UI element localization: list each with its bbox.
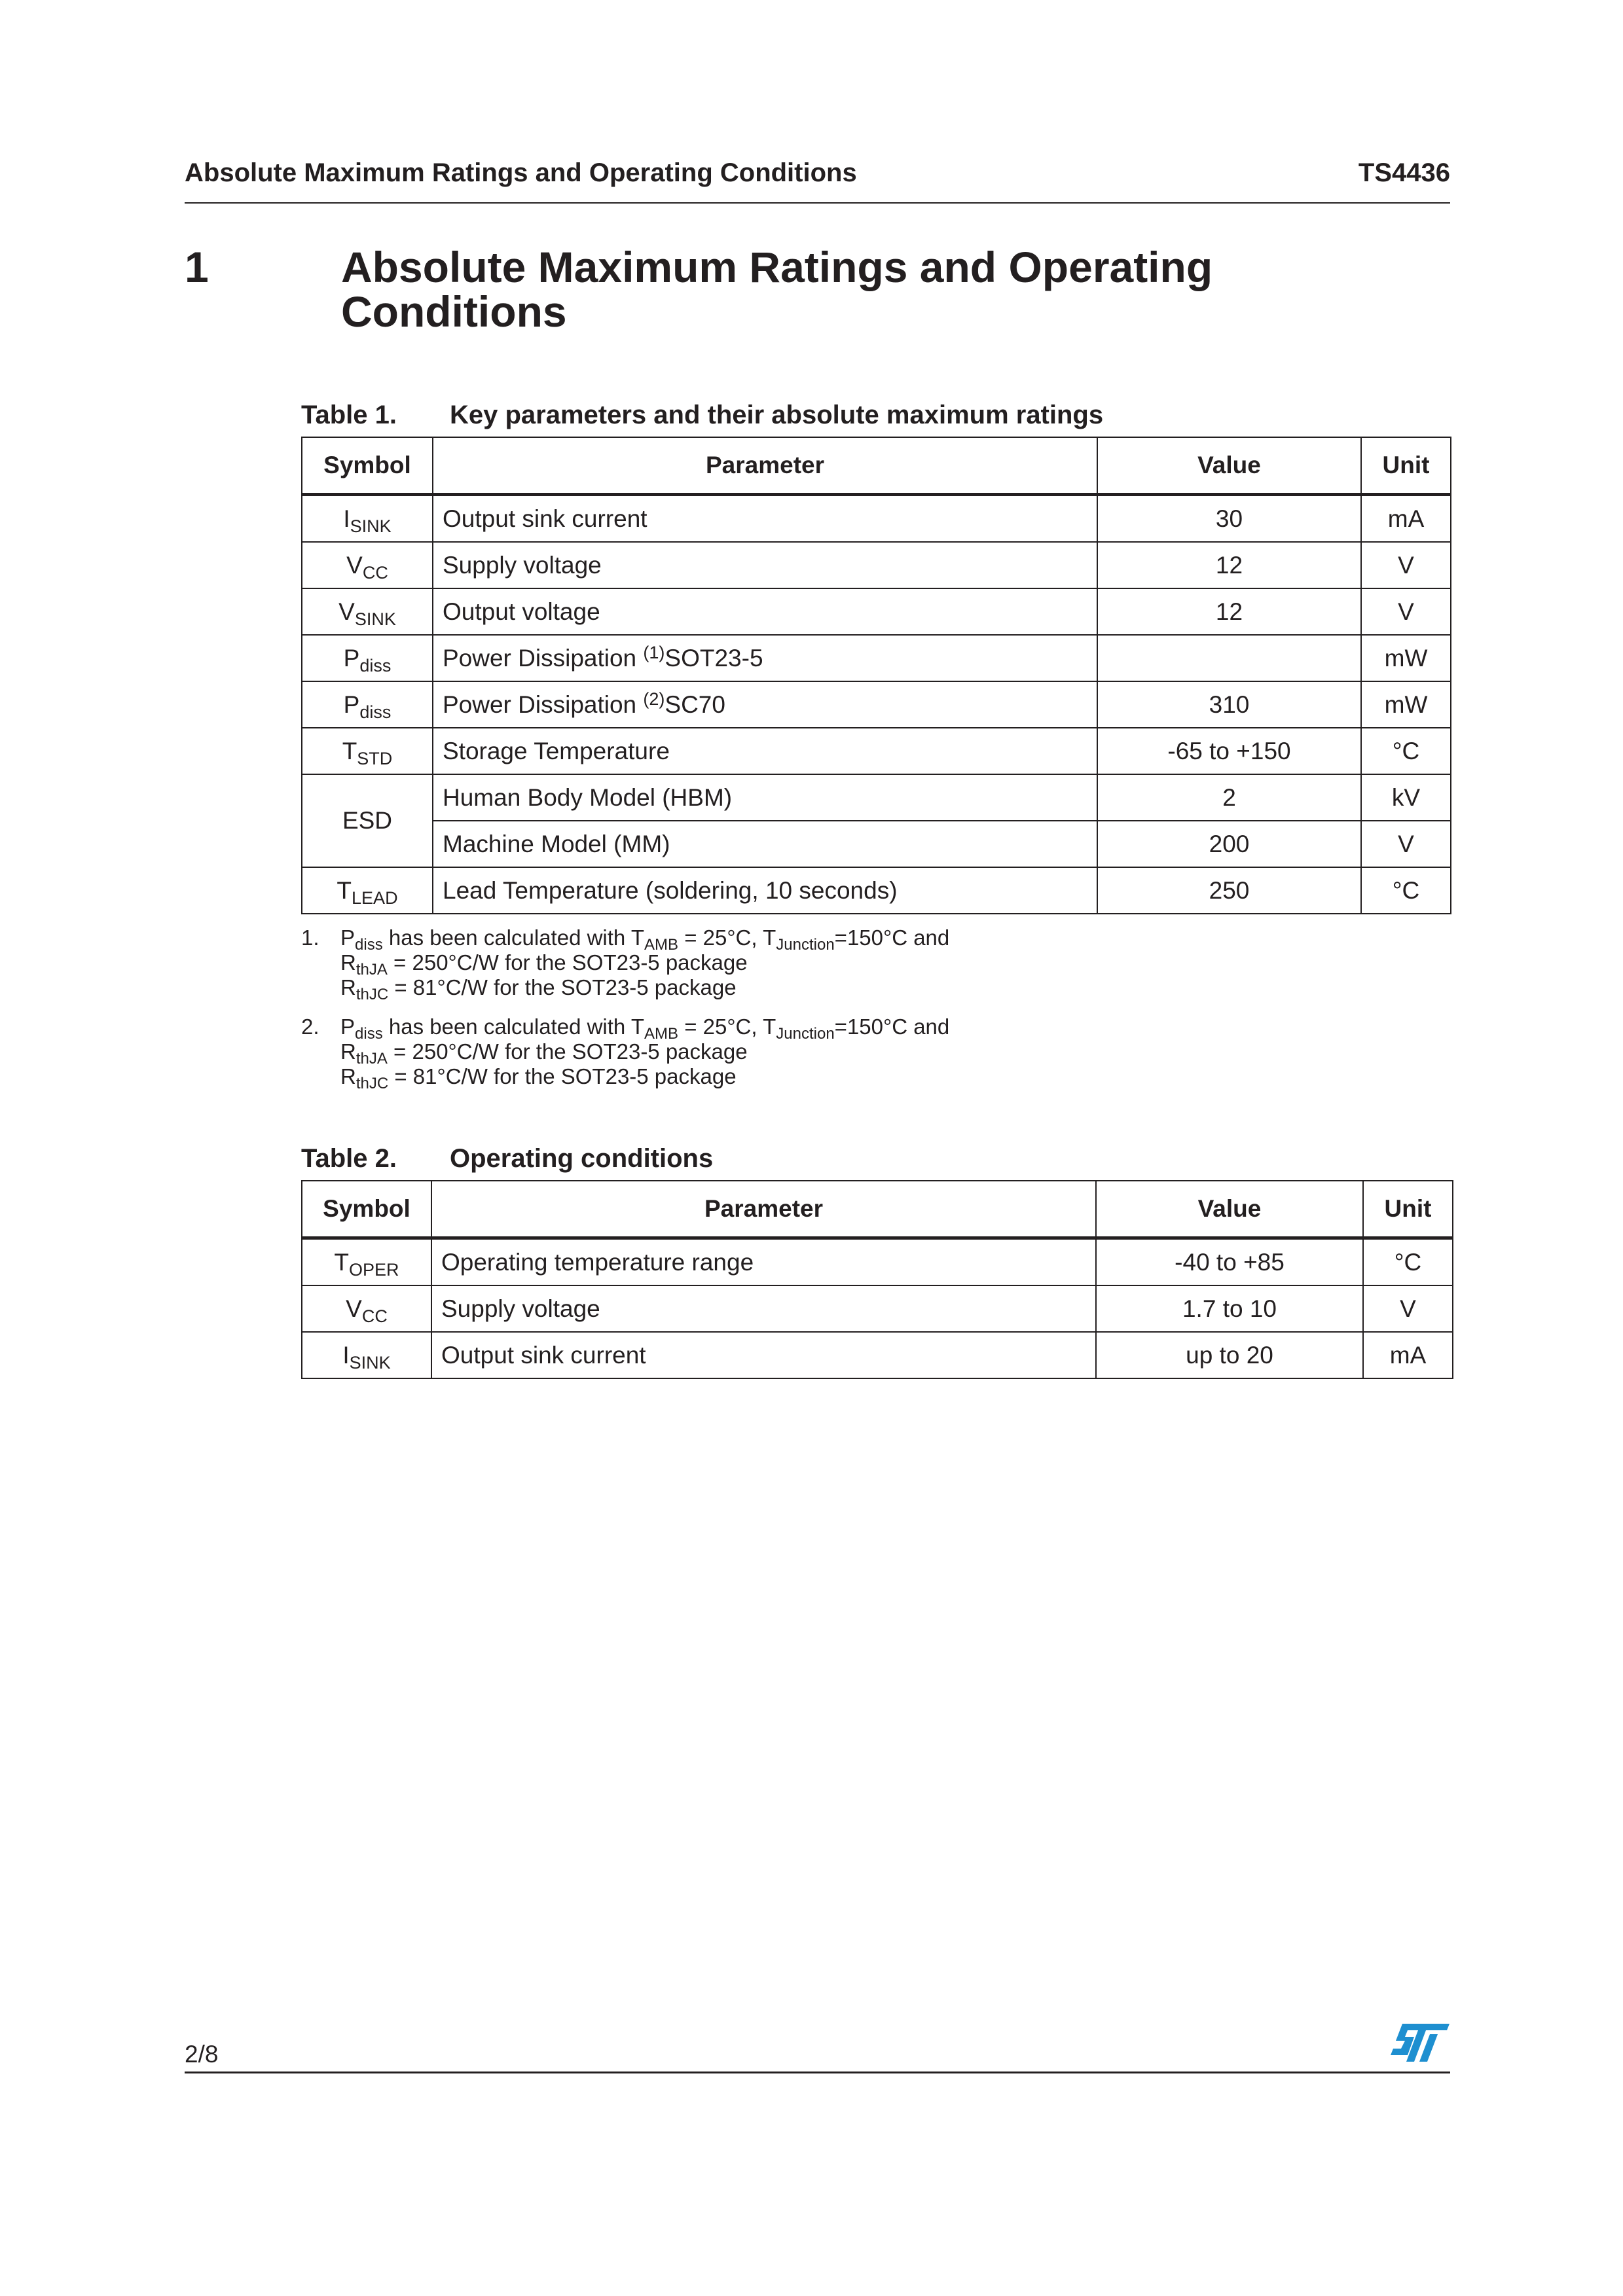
table2 [301,1180,1453,1379]
footnote-segment: thJC [356,986,389,1003]
parameter: Power Dissipation [443,691,644,718]
table-row [302,495,1451,543]
footer-rule [185,2072,1450,2073]
footnote-segment: Junction [776,1025,835,1043]
parameter-cell: Output sink current [431,1332,1096,1378]
symbol-subscript: diss [359,702,392,722]
value-cell: 30 [1097,495,1361,543]
parameter-cell: Supply voltage [431,1285,1096,1332]
unit-cell: °C [1361,728,1451,774]
footnote-line [340,975,1283,1003]
table-row [302,774,1451,821]
parameter-cell [433,681,1097,728]
symbol-cell [302,1332,431,1378]
value-cell: 12 [1097,542,1361,588]
footnote [301,925,1283,1003]
table-row [302,542,1451,588]
footnote-segment: =150°C and [834,925,950,950]
symbol-cell [302,774,433,867]
table1 [301,437,1451,914]
symbol-subscript: CC [362,562,388,583]
footnote-segment: AMB [644,936,679,954]
symbol: P [343,691,360,718]
parameter-cell [433,821,1097,867]
parameter: Lead Temperature (soldering, 10 seconds) [443,876,898,904]
footnote-segment: = 250°C/W for the SOT23-5 package [387,950,748,975]
symbol-cell [302,495,433,543]
value-cell: up to 20 [1096,1332,1363,1378]
symbol-subscript: SINK [354,609,396,629]
footnote-segment: AMB [644,1025,679,1043]
column-header: Unit [1363,1181,1453,1238]
symbol: I [342,1341,350,1369]
table-row [302,681,1451,728]
column-header: Symbol [302,1181,431,1238]
table-row [302,728,1451,774]
unit-cell: V [1361,588,1451,635]
footnote-segment: R [340,975,356,999]
value-cell: 12 [1097,588,1361,635]
symbol-cell [302,542,433,588]
table1-label: Table 1. [301,401,397,429]
parameter-cell [433,588,1097,635]
symbol: V [338,598,355,625]
column-header: Value [1096,1181,1363,1238]
column-header: Value [1097,437,1361,495]
symbol: T [334,1248,350,1276]
column-header: Symbol [302,437,433,495]
symbol: V [346,1295,362,1322]
unit-cell: mW [1361,635,1451,681]
symbol-subscript: LEAD [352,888,398,908]
column-header: Parameter [433,437,1097,495]
footnote-segment: P [340,1014,356,1039]
footnote [301,1014,1283,1092]
footnote-segment: R [340,1039,356,1064]
table2-label: Table 2. [301,1144,397,1173]
symbol-subscript: CC [361,1306,388,1326]
table-row [302,867,1451,914]
symbol: T [337,876,352,904]
value-cell [1097,635,1361,681]
value-cell: 310 [1097,681,1361,728]
footnote-segment: thJC [356,1075,389,1092]
section-title [341,245,1213,334]
unit-cell: kV [1361,774,1451,821]
symbol: I [343,505,350,532]
running-header-part: TS4436 [1358,158,1450,187]
footnote-segment: thJA [356,1050,388,1067]
unit-cell: °C [1361,867,1451,914]
running-header-section: Absolute Maximum Ratings and Operating Conditions [185,158,857,187]
footnote-number: 2. [301,1014,319,1039]
footnote-segment: =150°C and [834,1014,950,1039]
package: SOT23-5 [665,644,763,672]
unit-cell: V [1363,1285,1453,1332]
symbol: ESD [342,807,393,834]
table-row [302,1332,1453,1378]
st-logo [1388,2021,1451,2064]
parameter-cell [433,542,1097,588]
section-number: 1 [185,243,209,291]
footnote-text [340,925,1283,1003]
footnote-segment: has been calculated with T [382,1014,645,1039]
footnote-line [340,1039,1283,1067]
symbol-subscript: SINK [349,1352,391,1372]
parameter: Human Body Model (HBM) [443,783,733,811]
symbol-cell [302,588,433,635]
symbol-subscript: STD [357,748,393,768]
section-title-line2: Conditions [341,287,567,336]
footnote-segment: = 25°C, T [678,1014,776,1039]
parameter: Power Dissipation [443,644,644,672]
unit-cell: mA [1361,495,1451,543]
footnote-segment: P [340,925,356,950]
table-row [302,1285,1453,1332]
footnote-segment: = 81°C/W for the SOT23-5 package [388,975,737,999]
parameter-cell [433,774,1097,821]
footnote-segment: = 25°C, T [678,925,776,950]
footnote-line [340,1064,1283,1092]
symbol-subscript: diss [359,655,392,675]
parameter: Storage Temperature [443,737,670,764]
section-title-line1: Absolute Maximum Ratings and Operating [341,243,1213,291]
footnote-line [340,1014,1283,1043]
footnote-segment: Junction [776,936,835,954]
unit-cell: mW [1361,681,1451,728]
table-row [302,635,1451,681]
value-cell: -65 to +150 [1097,728,1361,774]
symbol-subscript: SINK [350,516,392,536]
table-row [302,1238,1453,1286]
column-header: Unit [1361,437,1451,495]
table-row [302,821,1451,867]
symbol-cell [302,681,433,728]
footnotes [301,925,1283,1103]
column-header: Parameter [431,1181,1096,1238]
footnote-segment: thJA [356,961,388,978]
value-cell: 2 [1097,774,1361,821]
value-cell: 200 [1097,821,1361,867]
unit-cell: V [1361,821,1451,867]
footnote-segment: R [340,950,356,975]
parameter: Output voltage [443,598,600,625]
symbol: V [346,551,363,579]
symbol-subscript: OPER [349,1259,399,1280]
footnote-number: 1. [301,925,319,950]
symbol: T [342,737,357,764]
symbol-cell [302,1285,431,1332]
footnote-ref: (1) [643,642,665,662]
parameter: Machine Model (MM) [443,830,670,857]
header-rule [185,202,1450,204]
footnote-ref: (2) [643,689,665,709]
footnote-line [340,950,1283,978]
footnote-segment: diss [355,1025,383,1043]
parameter: Output sink current [443,505,647,532]
parameter-cell [433,728,1097,774]
value-cell: 1.7 to 10 [1096,1285,1363,1332]
parameter-cell: Operating temperature range [431,1238,1096,1286]
symbol: P [343,644,360,672]
footnote-segment: has been calculated with T [382,925,645,950]
symbol-cell [302,1238,431,1286]
unit-cell: °C [1363,1238,1453,1286]
parameter-cell [433,867,1097,914]
footnote-segment: R [340,1064,356,1088]
footnote-text [340,1014,1283,1092]
table2-title: Operating conditions [450,1144,714,1173]
footnote-line [340,925,1283,954]
parameter: Supply voltage [443,551,602,579]
symbol-cell [302,867,433,914]
symbol-cell [302,635,433,681]
value-cell: 250 [1097,867,1361,914]
unit-cell: mA [1363,1332,1453,1378]
table-row [302,588,1451,635]
parameter-cell [433,495,1097,543]
footnote-segment: = 81°C/W for the SOT23-5 package [388,1064,737,1088]
unit-cell: V [1361,542,1451,588]
value-cell: -40 to +85 [1096,1238,1363,1286]
parameter-cell [433,635,1097,681]
table1-title: Key parameters and their absolute maximum ratings [450,401,1104,429]
symbol-cell [302,728,433,774]
footnote-segment: = 250°C/W for the SOT23-5 package [387,1039,748,1064]
package: SC70 [665,691,725,718]
page-number: 2/8 [185,2041,219,2068]
footnote-segment: diss [355,936,383,954]
